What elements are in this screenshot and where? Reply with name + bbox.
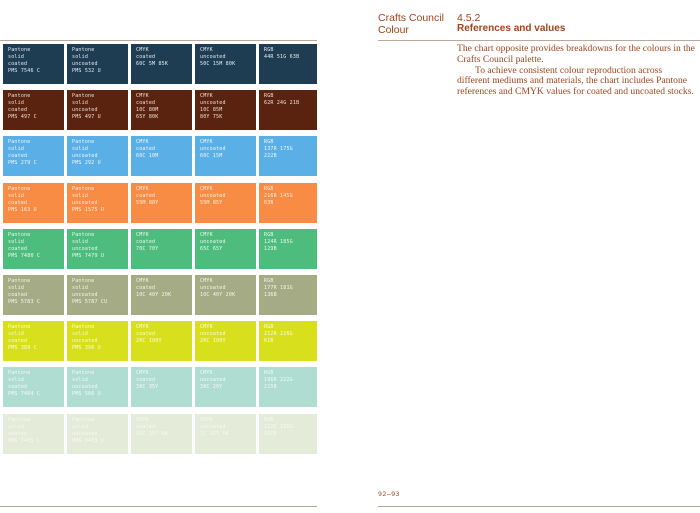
swatch-line: 55M 80Y [136,200,159,206]
swatch-rgb [259,229,317,269]
swatch-line: 63B [264,200,274,206]
swatch-line: solid [72,377,89,383]
swatch-line: solid [72,54,89,60]
swatch-line: coated [136,239,156,245]
swatch-line: coated [136,193,156,199]
swatch-line: Pantone [72,186,95,192]
swatch-pantone-uncoated [67,136,128,176]
swatch-line: CMYK [136,47,149,53]
swatch-line: uncoated [200,100,226,106]
swatch-line: Pantone [8,93,31,99]
swatch-line: 80Y 75K [200,114,223,120]
swatch-line: CMYK [200,370,213,376]
paragraph-intro: The chart opposite provides breakdowns for the colours in the Crafts Council palette. [457,43,695,65]
swatch-line: 30C 35Y [136,384,159,390]
swatch-line: RGB [264,139,274,145]
swatch-line: solid [8,239,25,245]
swatch-line: 124R 185G [264,239,293,245]
top-rule-right [378,40,700,41]
swatch-cmyk-uncoated [195,367,256,407]
swatch-line: uncoated [72,431,98,437]
bottom-rule-left [0,506,317,507]
swatch-rgb [259,183,317,223]
swatch-line: 55M 85Y [200,200,223,206]
swatch-line: 30C 20Y [200,384,223,390]
swatch-line: RGB [264,370,274,376]
swatch-line: Pantone [8,186,31,192]
swatch-rgb [259,414,317,454]
swatch-line: 44R 51G 63B [264,54,300,60]
colour-row [3,136,317,176]
swatch-line: 216R 145G [264,193,293,199]
swatch-pantone-uncoated [67,90,128,130]
swatch-line: solid [8,100,25,106]
swatch-line: 10C 40Y 20K [136,292,172,298]
swatch-line: solid [8,146,25,152]
colour-reference-chart [3,44,317,456]
swatch-pantone-uncoated [67,275,128,315]
swatch-line: Pantone [8,278,31,284]
swatch-line: 129B [264,246,277,252]
swatch-line: coated [8,246,28,252]
swatch-cmyk-uncoated [195,136,256,176]
swatch-line: solid [72,100,89,106]
swatch-line: CMYK [136,417,149,423]
swatch-pantone-coated [3,183,64,223]
swatch-line: PMS 7480 C [8,253,41,259]
swatch-pantone-uncoated [67,229,128,269]
swatch-line: 212R 226G [264,331,293,337]
swatch-line: Pantone [72,93,95,99]
swatch-line: Pantone [8,139,31,145]
swatch-rgb [259,90,317,130]
swatch-line: uncoated [72,292,98,298]
swatch-line: PMS 5787 CU [72,299,108,305]
swatch-line: 62R 24G 21B [264,100,300,106]
swatch-line: solid [8,377,25,383]
swatch-line: PMS 1575 U [72,207,105,213]
swatch-line: PMS 7479 U [72,253,105,259]
swatch-line: solid [8,424,25,430]
swatch-line: uncoated [200,331,226,337]
swatch-line: PMS 279 C [8,160,37,166]
swatch-line: PMS 9483 U [72,438,105,444]
swatch-line: 10C 85M [200,107,223,113]
swatch-line: 60C 15M [200,153,223,159]
swatch-line: uncoated [200,377,226,383]
colour-row [3,321,317,361]
swatch-line: CMYK [200,232,213,238]
swatch-line: CMYK [200,139,213,145]
swatch-line: solid [8,54,25,60]
swatch-line: Pantone [72,370,95,376]
swatch-line: PMS 497 C [8,114,37,120]
section-title: References and values [457,23,566,34]
swatch-line: solid [72,146,89,152]
swatch-cmyk-uncoated [195,275,256,315]
swatch-pantone-coated [3,229,64,269]
swatch-pantone-coated [3,136,64,176]
swatch-cmyk-coated [131,229,192,269]
colour-row [3,414,317,454]
swatch-line: uncoated [72,107,98,113]
swatch-line: 10C 15Y 5K [136,431,169,437]
swatch-line: uncoated [200,424,226,430]
swatch-line: Pantone [72,278,95,284]
swatch-cmyk-coated [131,136,192,176]
swatch-line: CMYK [200,417,213,423]
swatch-line: Pantone [8,324,31,330]
swatch-line: 20C 100Y [200,338,226,344]
swatch-line: solid [8,331,25,337]
swatch-line: PMS 5783 C [8,299,41,305]
swatch-line: CMYK [136,324,149,330]
swatch-line: 20C 100Y [136,338,162,344]
swatch-cmyk-uncoated [195,414,256,454]
swatch-line: CMYK [200,93,213,99]
swatch-line: RGB [264,93,274,99]
swatch-line: RGB [264,232,274,238]
swatch-line: coated [8,338,28,344]
bottom-rule-right [378,506,700,507]
swatch-line: RGB [264,47,274,53]
swatch-pantone-uncoated [67,321,128,361]
swatch-line: PMS 7485 C [8,438,41,444]
swatch-line: coated [136,377,156,383]
swatch-line: uncoated [72,384,98,390]
swatch-line: coated [136,424,156,430]
swatch-line: Pantone [72,324,95,330]
swatch-line: PMS 389 C [8,345,37,351]
swatch-line: coated [136,146,156,152]
swatch-pantone-coated [3,90,64,130]
swatch-line: 60C 10M [136,153,159,159]
swatch-line: Pantone [8,232,31,238]
swatch-line: 232R 236G [264,424,293,430]
swatch-line: Pantone [72,417,95,423]
colour-row [3,183,317,223]
swatch-line: PMS 163 U [8,207,37,213]
swatch-pantone-uncoated [67,367,128,407]
colour-row [3,90,317,130]
swatch-rgb [259,321,317,361]
swatch-line: CMYK [136,278,149,284]
swatch-line: coated [8,107,28,113]
swatch-line: Pantone [72,232,95,238]
swatch-cmyk-coated [131,44,192,84]
swatch-line: 222B [264,153,277,159]
swatch-pantone-uncoated [67,414,128,454]
swatch-line: Pantone [72,139,95,145]
swatch-line: CMYK [136,93,149,99]
swatch-line: solid [72,331,89,337]
swatch-rgb [259,275,317,315]
swatch-pantone-coated [3,414,64,454]
swatch-line: PMS 396 U [72,345,101,351]
swatch-line: PMS 7546 C [8,68,41,74]
swatch-line: uncoated [200,146,226,152]
swatch-line: RGB [264,278,274,284]
swatch-line: RGB [264,186,274,192]
swatch-cmyk-coated [131,414,192,454]
swatch-line: coated [8,200,28,206]
swatch-line: 60C 5M 85K [136,61,169,67]
swatch-line: PMS 497 U [72,114,101,120]
swatch-line: coated [136,100,156,106]
swatch-cmyk-uncoated [195,321,256,361]
swatch-line: uncoated [72,153,98,159]
swatch-line: CMYK [200,278,213,284]
swatch-line: 196R 222G [264,377,293,383]
swatch-line: CMYK [200,47,213,53]
top-rule-left [0,40,317,41]
swatch-line: uncoated [72,246,98,252]
swatch-line: coated [8,431,28,437]
swatch-line: 216B [264,431,277,437]
swatch-line: CMYK [200,186,213,192]
swatch-line: CMYK [136,370,149,376]
colour-row [3,229,317,269]
swatch-line: RGB [264,417,274,423]
swatch-pantone-uncoated [67,183,128,223]
swatch-cmyk-uncoated [195,183,256,223]
swatch-line: uncoated [72,200,98,206]
swatch-rgb [259,44,317,84]
colour-row [3,367,317,407]
swatch-line: 65Y 80K [136,114,159,120]
swatch-line: 137R 175G [264,146,293,152]
section-name: Crafts Council Colour [378,12,444,36]
swatch-cmyk-coated [131,321,192,361]
swatch-line: CMYK [136,186,149,192]
swatch-line: Pantone [8,417,31,423]
swatch-line: coated [136,331,156,337]
swatch-line: solid [8,285,25,291]
swatch-cmyk-uncoated [195,229,256,269]
paragraph-reproduction: To achieve consistent colour reproduction across different mediums and materials, the chart includes Pantone references and CMYK values for coated and uncoated stocks. [457,64,694,98]
swatch-line: 65C 65Y [200,246,223,252]
swatch-rgb [259,367,317,407]
swatch-line: coated [8,61,28,67]
swatch-cmyk-coated [131,90,192,130]
swatch-cmyk-uncoated [195,44,256,84]
swatch-line: uncoated [200,285,226,291]
swatch-line: PMS 292 U [72,160,101,166]
body-text [457,44,695,98]
swatch-line: 7C 15Y 5K [200,431,229,437]
swatch-line: 61B [264,338,274,344]
page-numbers: 92–93 [378,490,401,498]
section-number: 4.5.2 [457,12,481,24]
swatch-pantone-coated [3,275,64,315]
swatch-line: PMS 566 U [72,391,101,397]
swatch-cmyk-coated [131,183,192,223]
swatch-line: CMYK [200,324,213,330]
swatch-line: 136B [264,292,277,298]
swatch-line: uncoated [72,61,98,67]
swatch-line: solid [72,285,89,291]
swatch-line: coated [8,384,28,390]
swatch-rgb [259,136,317,176]
swatch-line: coated [136,285,156,291]
swatch-line: uncoated [200,54,226,60]
swatch-line: Pantone [8,47,31,53]
swatch-line: PMS 7464 C [8,391,41,397]
swatch-line: PMS 532 U [72,68,101,74]
swatch-line: 215B [264,384,277,390]
swatch-line: coated [8,292,28,298]
swatch-pantone-coated [3,321,64,361]
swatch-line: coated [136,54,156,60]
swatch-line: RGB [264,324,274,330]
swatch-line: uncoated [72,338,98,344]
swatch-line: 50C 15M 80K [200,61,236,67]
swatch-line: solid [72,193,89,199]
colour-row [3,44,317,84]
swatch-line: CMYK [136,232,149,238]
swatch-line: solid [8,193,25,199]
swatch-pantone-coated [3,44,64,84]
swatch-line: CMYK [136,139,149,145]
swatch-line: solid [72,239,89,245]
swatch-line: uncoated [200,193,226,199]
swatch-cmyk-coated [131,275,192,315]
swatch-line: uncoated [200,239,226,245]
swatch-cmyk-coated [131,367,192,407]
swatch-cmyk-uncoated [195,90,256,130]
swatch-line: coated [8,153,28,159]
swatch-line: 177R 181G [264,285,293,291]
swatch-pantone-uncoated [67,44,128,84]
swatch-line: Pantone [72,47,95,53]
swatch-line: 10C 40Y 20K [200,292,236,298]
swatch-line: solid [72,424,89,430]
swatch-line: 10C 80M [136,107,159,113]
swatch-line: Pantone [8,370,31,376]
swatch-line: 70C 70Y [136,246,159,252]
swatch-pantone-coated [3,367,64,407]
colour-row [3,275,317,315]
